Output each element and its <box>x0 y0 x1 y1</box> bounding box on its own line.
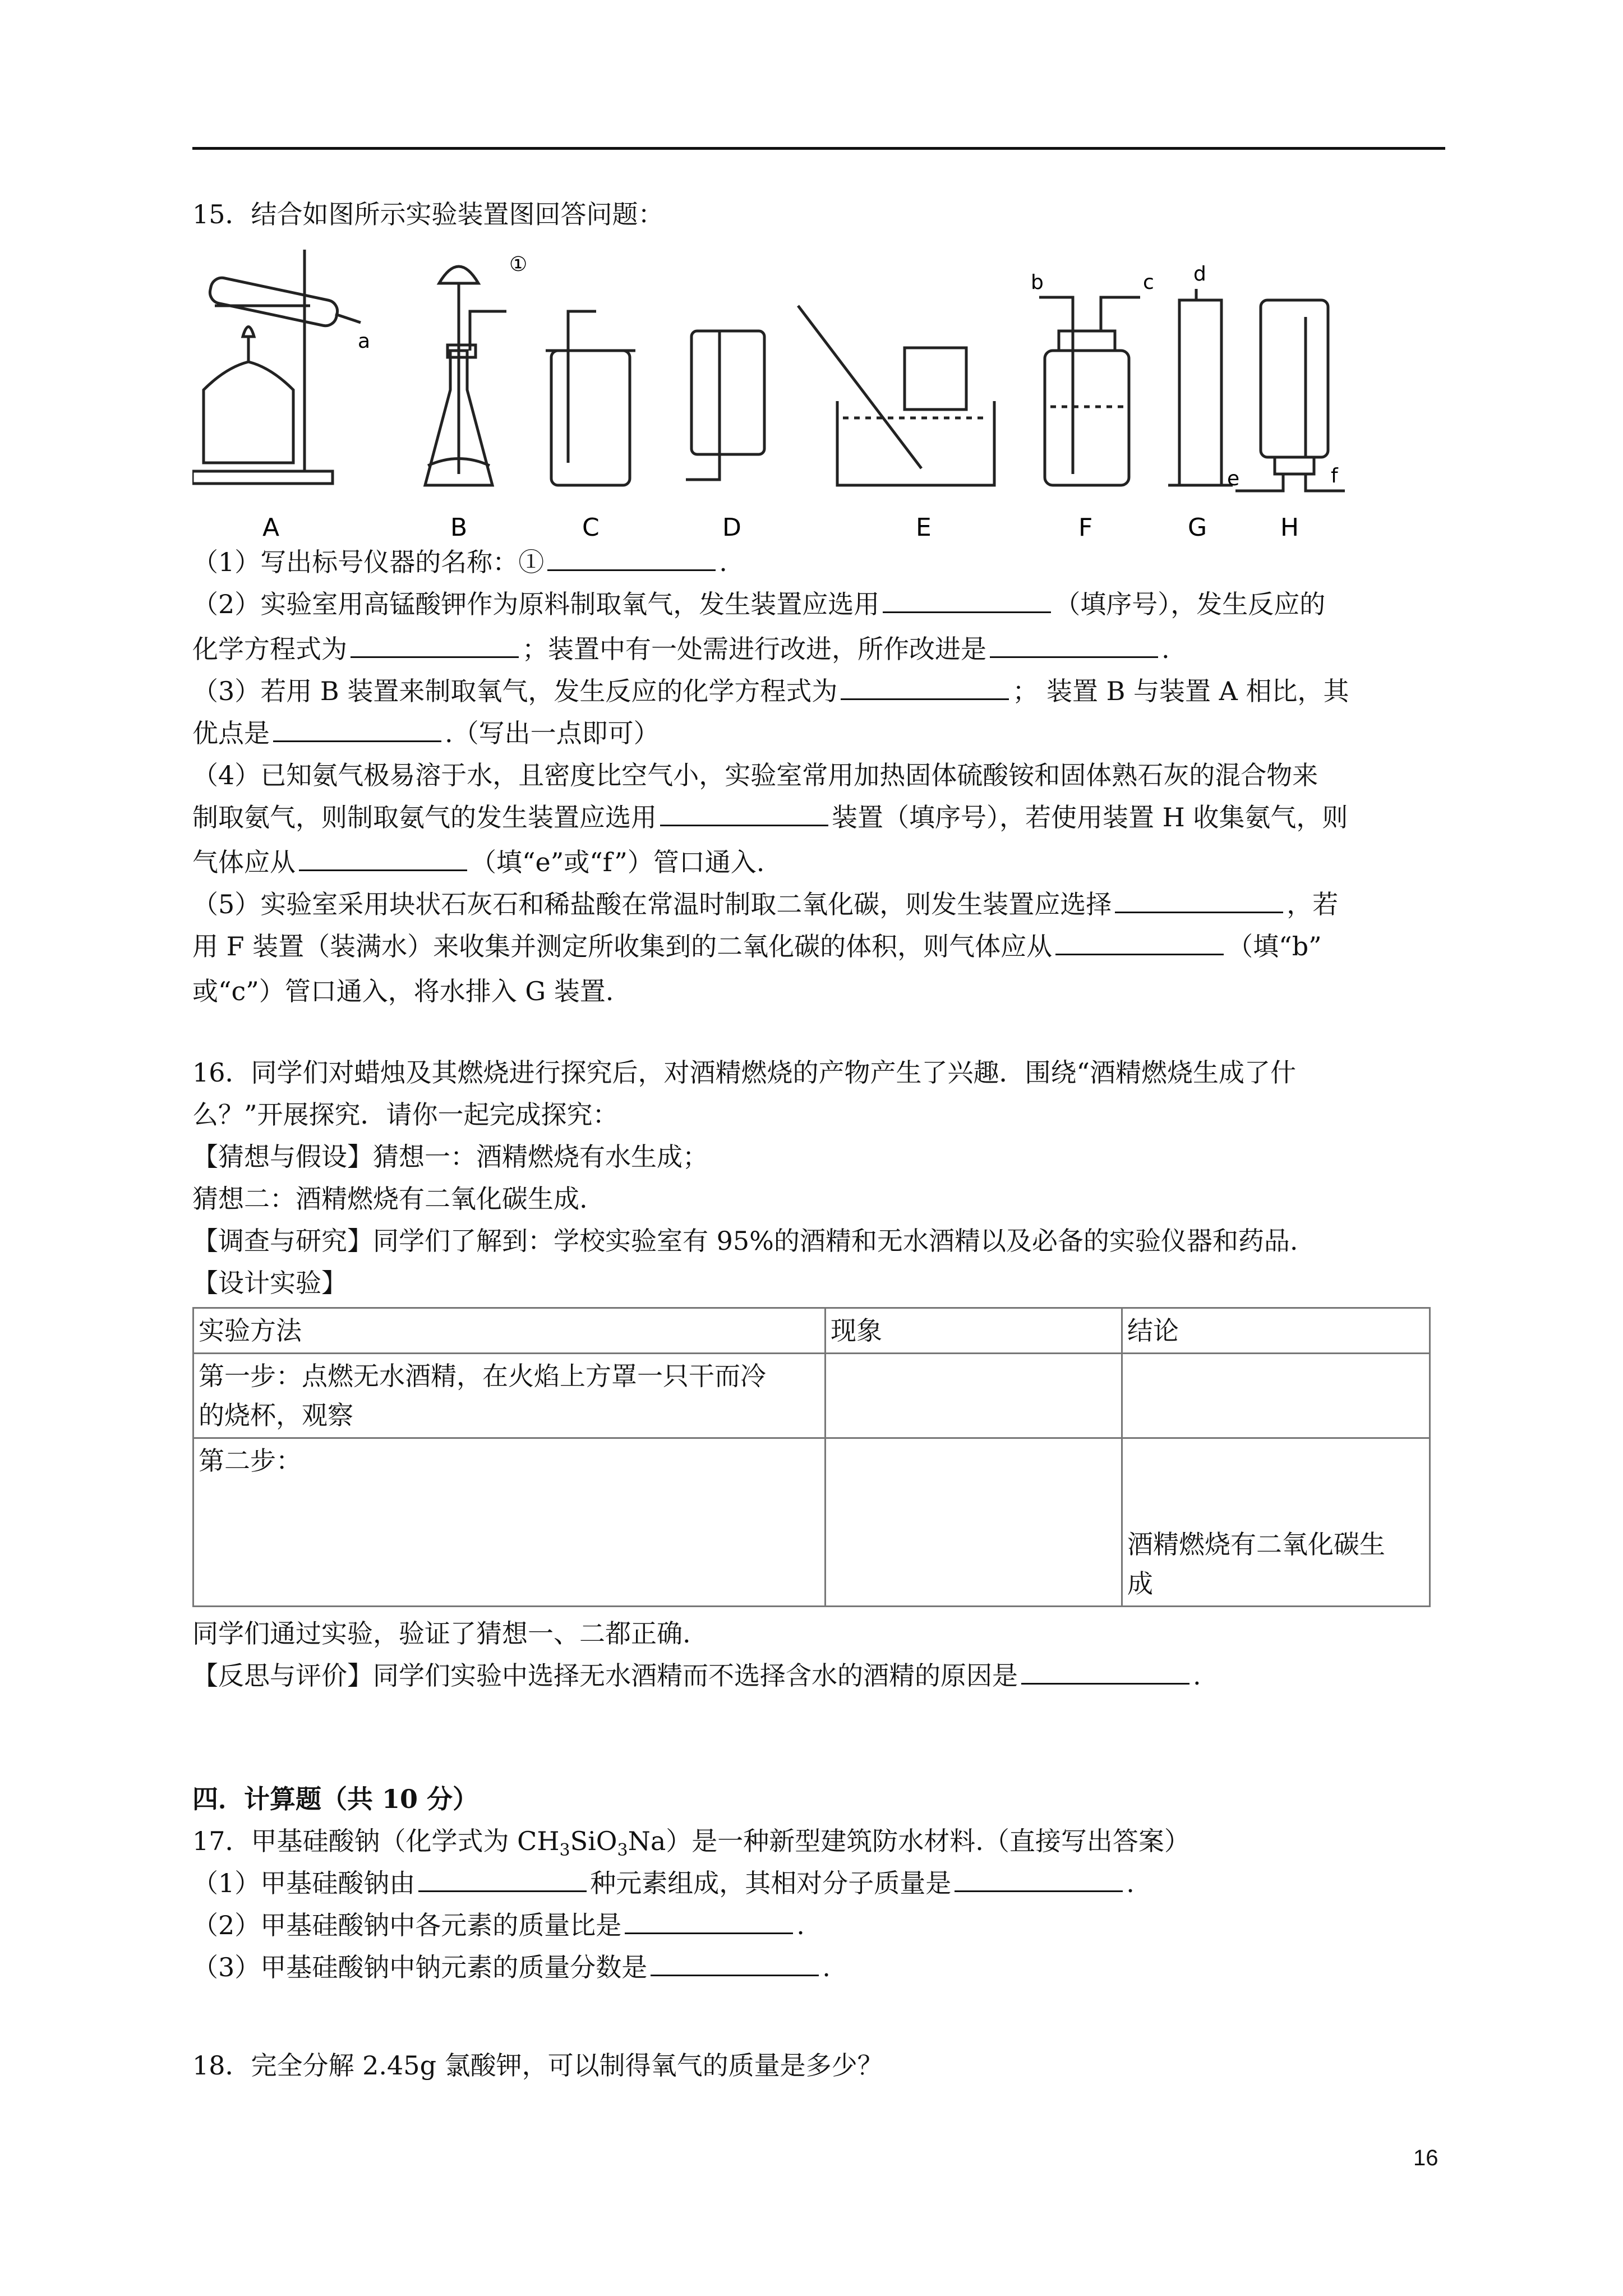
q16-verification: 同学们通过实验，验证了猜想一、二都正确. <box>192 1618 691 1649</box>
q17-part1: （1）甲基硅酸钠由 种元素组成，其相对分子质量是 . <box>192 1868 1135 1898</box>
answer-blank[interactable] <box>299 847 467 871</box>
answer-blank[interactable] <box>625 1910 793 1934</box>
apparatus-h <box>1235 300 1345 491</box>
label-b: B <box>450 513 468 541</box>
label-a: A <box>262 513 280 541</box>
port-a-label: a <box>358 330 371 353</box>
q16-design-heading: 【设计实验】 <box>192 1268 347 1298</box>
header-phenomenon: 现象 <box>826 1308 1122 1354</box>
answer-blank[interactable] <box>955 1868 1123 1892</box>
answer-blank[interactable] <box>351 634 519 658</box>
label-h: H <box>1280 513 1299 541</box>
answer-blank[interactable] <box>660 802 828 826</box>
q15-part3-line2: 优点是 .（写出一点即可） <box>192 718 660 748</box>
answer-blank[interactable] <box>1115 889 1283 913</box>
row2-method: 第二步： <box>193 1438 826 1607</box>
answer-blank[interactable] <box>273 718 441 742</box>
label-d: D <box>722 513 741 541</box>
q15-part1: （1）写出标号仪器的名称：① . <box>192 547 727 577</box>
answer-blank[interactable] <box>1055 931 1224 955</box>
q16-reflection: 【反思与评价】同学们实验中选择无水酒精而不选择含水的酒精的原因是 . <box>192 1660 1201 1691</box>
apparatus-a <box>192 250 361 484</box>
port-c-label: c <box>1143 271 1154 294</box>
table-header-row <box>193 1308 1430 1354</box>
apparatus-d <box>686 331 764 480</box>
answer-blank[interactable] <box>883 589 1051 613</box>
q15-title: 15．结合如图所示实验装置图回答问题： <box>192 199 664 229</box>
section-4-title: 四．计算题（共 10 分） <box>192 1784 479 1814</box>
q16-line1: 16．同学们对蜡烛及其燃烧进行探究后，对酒精燃烧的产物产生了兴趣．围绕“酒精燃烧生成了什 <box>192 1057 1297 1088</box>
page-number: 16 <box>1413 2146 1438 2170</box>
q15-part5-line3: 或“c”）管口通入，将水排入 G 装置. <box>192 976 614 1006</box>
apparatus-g <box>1168 289 1233 485</box>
header-rule <box>192 147 1445 150</box>
port-f-label: f <box>1331 464 1338 487</box>
q16-research: 【调查与研究】同学们了解到：学校实验室有 95%的酒精和无水酒精以及必备的实验仪器和药品. <box>192 1226 1298 1256</box>
answer-blank[interactable] <box>651 1952 819 1976</box>
q15-part4-line2: 制取氨气，则制取氨气的发生装置应选用 装置（填序号），若使用装置 H 收集氨气，则 <box>192 802 1348 832</box>
q16-hypothesis-2: 猜想二：酒精燃烧有二氧化碳生成. <box>192 1184 588 1214</box>
label-e: E <box>916 513 932 541</box>
apparatus-c <box>546 311 635 485</box>
row2-conclusion: 酒精燃烧有二氧化碳生 成 <box>1122 1438 1430 1607</box>
port-b-label: b <box>1031 271 1044 294</box>
q15-part5-line2: 用 F 装置（装满水）来收集并测定所收集到的二氧化碳的体积，则气体应从 （填“b” <box>192 931 1322 961</box>
label-c: C <box>582 513 600 541</box>
q17-part3: （3）甲基硅酸钠中钠元素的质量分数是 . <box>192 1952 831 1982</box>
header-method: 实验方法 <box>193 1308 826 1354</box>
table-row <box>193 1438 1430 1607</box>
answer-blank[interactable] <box>547 547 716 571</box>
q15-part5-line1: （5）实验室采用块状石灰石和稀盐酸在常温时制取二氧化碳，则发生装置应选择 ，若 <box>192 889 1339 919</box>
q15-part3-line1: （3）若用 B 装置来制取氧气，发生反应的化学方程式为 ； 装置 B 与装置 A 相比，其 <box>192 676 1349 706</box>
row2-phenomenon-cell[interactable] <box>826 1438 1122 1607</box>
answer-blank[interactable] <box>418 1868 587 1892</box>
label-f: F <box>1078 513 1093 541</box>
q17-line1: 17．甲基硅酸钠（化学式为 $CH_3SiO_3Na$）是一种新型建筑防水材料.（直接写出答案） <box>192 1826 1190 1861</box>
answer-blank[interactable] <box>990 634 1158 658</box>
q15-part4-line1: （4）已知氨气极易溶于水，且密度比空气小，实验室常用加热固体硫酸铵和固体熟石灰的混合物来 <box>192 760 1318 790</box>
table-row <box>193 1354 1430 1438</box>
answer-blank[interactable] <box>841 676 1009 700</box>
apparatus-f <box>1039 297 1140 485</box>
marker-1: ① <box>509 253 528 276</box>
q16-hypothesis-1: 【猜想与假设】猜想一：酒精燃烧有水生成； <box>192 1142 708 1172</box>
q18-line1: 18．完全分解 2.45g 氯酸钾，可以制得氧气的质量是多少？ <box>192 2050 883 2081</box>
q16-line2: 么？”开展探究．请你一起完成探究： <box>192 1099 619 1130</box>
row1-conclusion-cell[interactable] <box>1122 1354 1430 1438</box>
q15-part2-line2: 化学方程式为 ；装置中有一处需进行改进，所作改进是 . <box>192 634 1170 664</box>
label-g: G <box>1188 513 1207 541</box>
apparatus-figure <box>192 250 1348 541</box>
header-conclusion: 结论 <box>1122 1308 1430 1354</box>
port-d-label: d <box>1193 263 1206 286</box>
answer-blank[interactable] <box>1021 1660 1189 1685</box>
apparatus-e <box>798 306 994 485</box>
q17-part2: （2）甲基硅酸钠中各元素的质量比是 . <box>192 1910 805 1940</box>
row1-phenomenon-cell[interactable] <box>826 1354 1122 1438</box>
q15-part4-line3: 气体应从 （填“e”或“f”）管口通入. <box>192 847 765 877</box>
port-e-label: e <box>1227 467 1240 490</box>
apparatus-b <box>425 266 506 485</box>
experiment-table <box>192 1307 1431 1607</box>
q15-part2-line1: （2）实验室用高锰酸钾作为原料制取氧气，发生装置应选用 （填序号），发生反应的 <box>192 589 1326 619</box>
row1-method: 第一步：点燃无水酒精，在火焰上方罩一只干而冷 的烧杯，观察 <box>193 1354 826 1438</box>
